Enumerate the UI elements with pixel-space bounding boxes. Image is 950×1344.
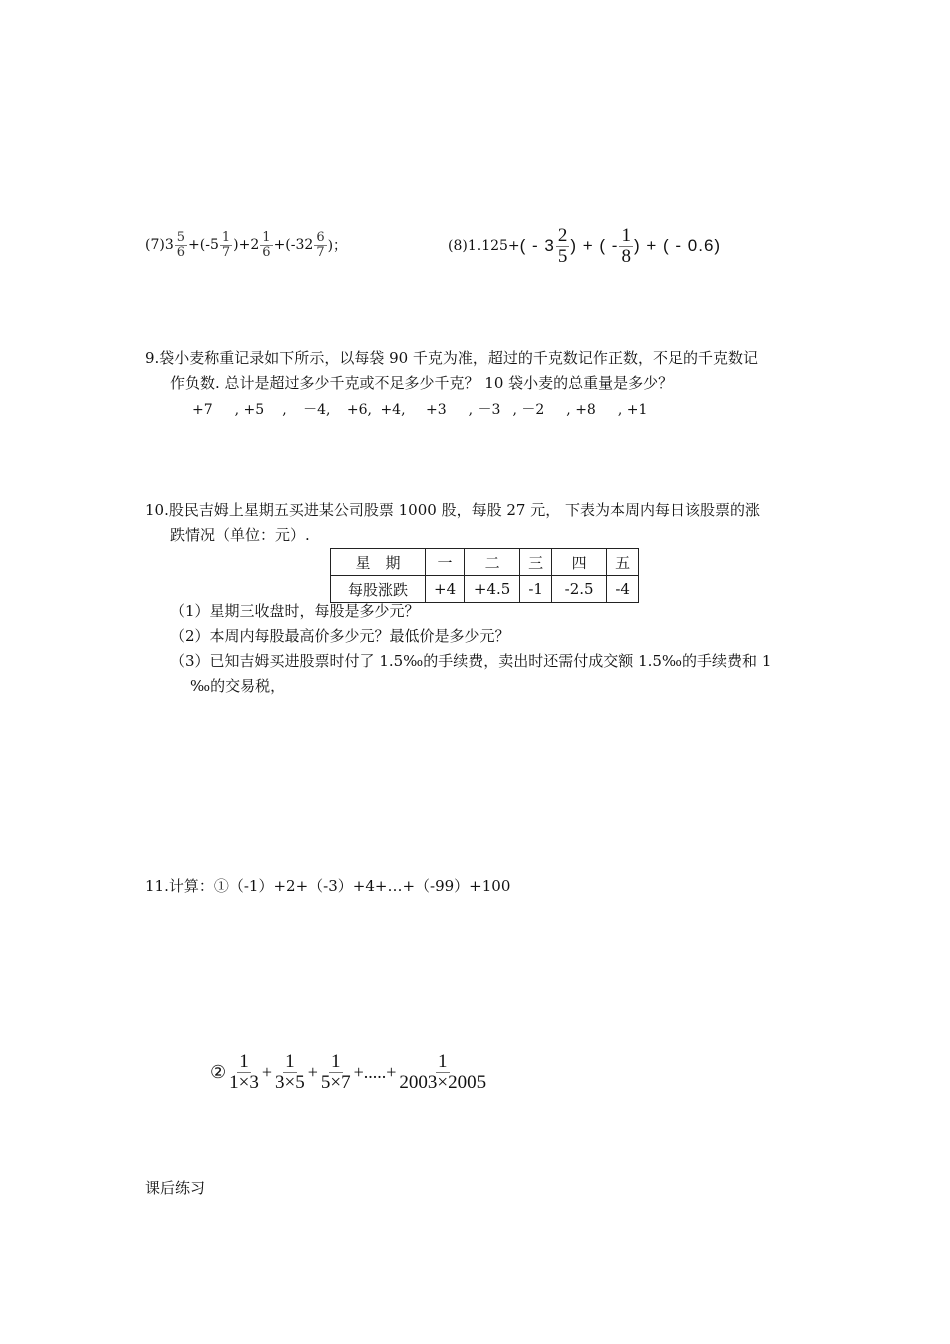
q7-op-1: +(-5 xyxy=(188,237,219,254)
q7-whole-1: 3 xyxy=(164,237,174,254)
q11-part-2 xyxy=(210,1052,489,1093)
q9-sep: , xyxy=(617,402,623,418)
q9-line-2: 作负数. 总计是超过多少千克或不足多少千克？ 10 袋小麦的总重量是多少？ xyxy=(170,374,674,392)
q11-circle-2: ② xyxy=(210,1061,227,1082)
q9-sep: , xyxy=(468,402,474,418)
q11-fraction-2: $\frac{1}{3\times 5}$ xyxy=(275,1051,305,1093)
q11-op-1: + xyxy=(261,1061,273,1082)
q11-fraction-4: $\frac{1}{2003\times 2005}$ xyxy=(399,1051,487,1093)
table-cell: -2.5 xyxy=(552,576,607,603)
q10-line-2: 跌情况（单位：元）. xyxy=(170,526,310,544)
table-cell: -4 xyxy=(607,576,639,603)
q9-value: +8 xyxy=(575,402,596,418)
q11-op-3: +.....+ xyxy=(353,1061,397,1082)
question-8 xyxy=(448,226,721,267)
question-7 xyxy=(145,231,347,259)
q9-value: －3 xyxy=(477,402,501,418)
q8-fraction-1: $\frac{2}{5}$ xyxy=(557,225,568,267)
q7-op-2: )+2 xyxy=(233,237,260,254)
q7-fraction-1: $\frac{5}{6}$ xyxy=(176,230,186,260)
table-cell: -1 xyxy=(520,576,552,603)
stock-change-table xyxy=(330,548,639,603)
q8-part-1: ( - 3 xyxy=(519,236,555,256)
table-cell: 五 xyxy=(607,549,639,576)
q9-sep: , xyxy=(282,402,287,418)
q7-end: )； xyxy=(327,238,348,255)
q7-fraction-3: $\frac{1}{6}$ xyxy=(262,230,271,260)
q9-values xyxy=(192,398,647,423)
table-cell: 三 xyxy=(520,549,552,576)
q7-fraction-2: $\frac{1}{7}$ xyxy=(221,230,231,260)
q11-fraction-3: $\frac{1}{5\times 7}$ xyxy=(320,1051,351,1093)
q9-sep: , xyxy=(566,402,571,418)
q8-part-3: ) + ( - 0.6) xyxy=(633,236,722,256)
table-cell: 二 xyxy=(465,549,520,576)
q7-fraction-4: $\frac{6}{7}$ xyxy=(316,230,325,260)
q7-label: (7) xyxy=(145,237,165,254)
q9-value: +3 xyxy=(426,402,447,418)
q9-value: +7 xyxy=(192,402,213,418)
q9-value: －2 xyxy=(521,402,545,418)
q10-line-1: 10.股民吉姆上星期五买进某公司股票 1000 股，每股 27 元， 下表为本周内每日该股票的涨 xyxy=(145,501,760,519)
q10-sub-3a: （3）已知吉姆买进股票时付了 1.5‰的手续费，卖出时还需付成交额 1.5‰的手续费和 1 xyxy=(170,652,772,670)
table-row xyxy=(331,549,639,576)
q10-sub-1: （1）星期三收盘时，每股是多少元？ xyxy=(170,602,420,620)
q10-sub-3b: ‰的交易税， xyxy=(190,677,286,695)
q9-sep: , xyxy=(234,402,240,418)
q11-fraction-1: $\frac{1}{1\times 3}$ xyxy=(229,1051,259,1093)
table-cell: +4.5 xyxy=(465,576,520,603)
q11-op-2: + xyxy=(307,1061,318,1082)
table-cell: 星 期 xyxy=(331,549,426,576)
table-cell: 每股涨跌 xyxy=(331,576,426,603)
q10-sub-2: （2）本周内每股最高价多少元？最低价是多少元？ xyxy=(170,627,510,645)
q9-line-1: 9.袋小麦称重记录如下所示，以每袋 90 千克为准，超过的千克数记作正数，不足的千克数记 xyxy=(145,349,758,367)
q9-value: －4, xyxy=(303,402,331,418)
table-cell: 一 xyxy=(426,549,465,576)
q9-value: +1 xyxy=(626,402,648,418)
q9-value: +4, xyxy=(380,402,406,418)
q9-value: +6, xyxy=(346,402,372,418)
q8-fraction-2: $\frac{1}{8}$ xyxy=(621,225,631,267)
q11-part-1: 11.计算：①（-1）+2+（-3）+4+…+（-99）+100 xyxy=(145,877,511,895)
q7-op-3: +(-32 xyxy=(273,237,314,254)
table-cell: 四 xyxy=(552,549,607,576)
q8-label: (8)1.125+ xyxy=(448,238,520,255)
q8-part-2: ) + ( - xyxy=(570,236,619,256)
table-cell: +4 xyxy=(426,576,465,603)
q9-value: +5 xyxy=(243,402,265,418)
q9-sep: , xyxy=(512,402,517,418)
after-class-exercises-heading: 课后练习 xyxy=(145,1179,206,1197)
